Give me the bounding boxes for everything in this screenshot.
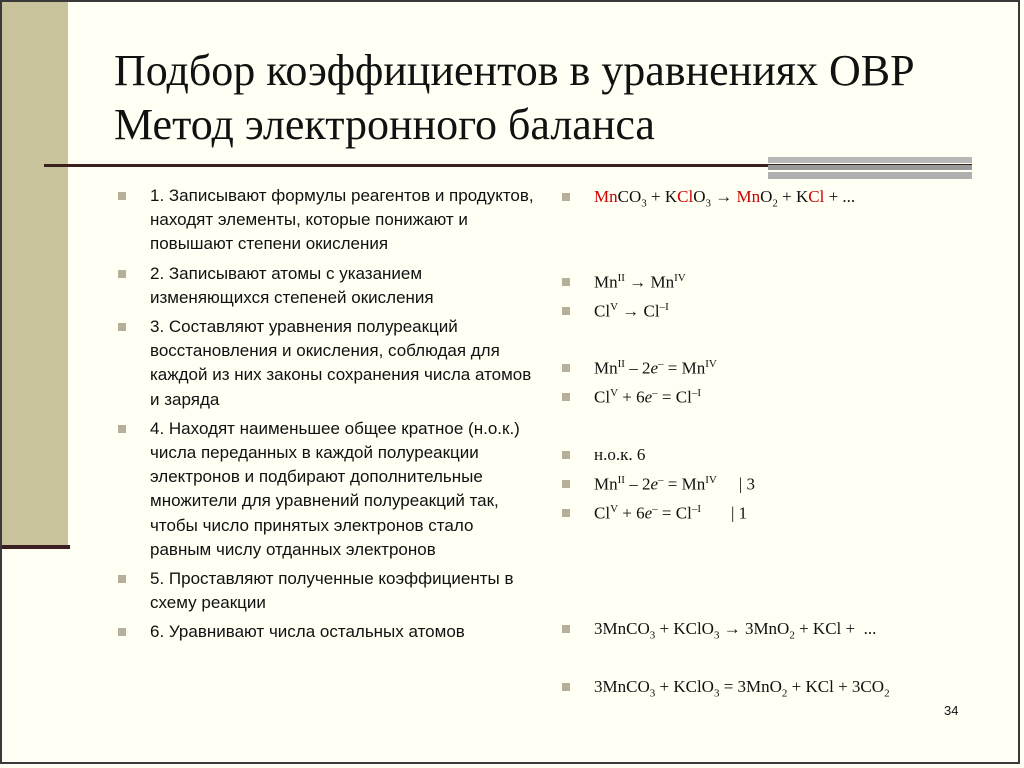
- step-text: 3. Составляют уравнения полуреакций восстановления и окисления, соблюдая для каждой из них законы сохранения числа атомов и заряда: [150, 317, 532, 409]
- square-bullet-icon: [562, 480, 570, 488]
- title-rule-accent: [768, 157, 972, 179]
- equation-half-mn: $Mn^{II} - 2e^- = Mn^{IV}$: [562, 358, 717, 379]
- square-bullet-icon: [118, 270, 126, 278]
- equation-scheme: MnCO$_3$ + KClO$_3$ → MnO$_2$ + KCl + ...: [562, 187, 855, 209]
- equation-coefficients: 3MnCO$_3$ + KClO$_3$ → 3MnO$_2$ + KCl + ...: [562, 619, 876, 641]
- equation-half-cl: $Cl^V + 6e^- = Cl^{-I}$: [562, 387, 701, 408]
- square-bullet-icon: [118, 425, 126, 433]
- list-item: [118, 417, 538, 562]
- square-bullet-icon: [118, 192, 126, 200]
- square-bullet-icon: [562, 364, 570, 372]
- title-line-1: Подбор коэффициентов в уравнениях ОВР: [114, 46, 915, 95]
- square-bullet-icon: [562, 683, 570, 691]
- equation-lcm: н.о.к. 6: [562, 445, 645, 465]
- square-bullet-icon: [562, 278, 570, 286]
- square-bullet-icon: [118, 628, 126, 636]
- square-bullet-icon: [118, 323, 126, 331]
- list-item: [118, 620, 538, 644]
- page-number: 34: [944, 703, 959, 718]
- step-text: 4. Находят наименьшее общее кратное (н.о.к.) числа переданных в каждой полуреакции электронов и подбирают дополнительные множители для уравнений полуреакций так, чтобы число принятых электронов стало равным числу отданных электронов: [150, 418, 520, 559]
- list-item: [118, 184, 538, 257]
- equation-shift-cl: $Cl^V \to Cl^{-I}$: [562, 301, 669, 322]
- equation-final: 3MnCO$_3$ + KClO$_3$ = 3MnO$_2$ + KCl + $3CO_2$: [562, 677, 890, 699]
- title-line-2: Метод электронного баланса: [114, 100, 655, 149]
- step-text: 2. Записывают атомы с указанием изменяющихся степеней окисления: [150, 263, 434, 307]
- slide-title: [114, 44, 994, 152]
- list-item: [118, 567, 538, 615]
- list-item: [118, 262, 538, 310]
- steps-list: [118, 184, 538, 650]
- equation-multiplier-mn: $Mn^{II} - 2e^- = Mn^{IV}$ | 3: [562, 474, 755, 495]
- square-bullet-icon: [562, 193, 570, 201]
- left-bar-underline: [2, 545, 70, 549]
- step-text: 6. Уравнивают числа остальных атомов: [150, 622, 465, 642]
- square-bullet-icon: [118, 575, 126, 583]
- equation-multiplier-cl: $Cl^V + 6e^- = Cl^{-I}$ | 1: [562, 503, 747, 524]
- step-text: 5. Проставляют полученные коэффициенты в схему реакции: [150, 569, 514, 613]
- equation-shift-mn: $Mn^{II} \to Mn^{IV}$: [562, 272, 686, 293]
- left-decorative-bar: [2, 2, 68, 545]
- square-bullet-icon: [562, 393, 570, 401]
- square-bullet-icon: [562, 307, 570, 315]
- square-bullet-icon: [562, 625, 570, 633]
- square-bullet-icon: [562, 451, 570, 459]
- square-bullet-icon: [562, 509, 570, 517]
- list-item: [118, 315, 538, 412]
- step-text: 1. Записывают формулы реагентов и продуктов, находят элементы, которые понижают и повышают степени окисления: [150, 186, 534, 254]
